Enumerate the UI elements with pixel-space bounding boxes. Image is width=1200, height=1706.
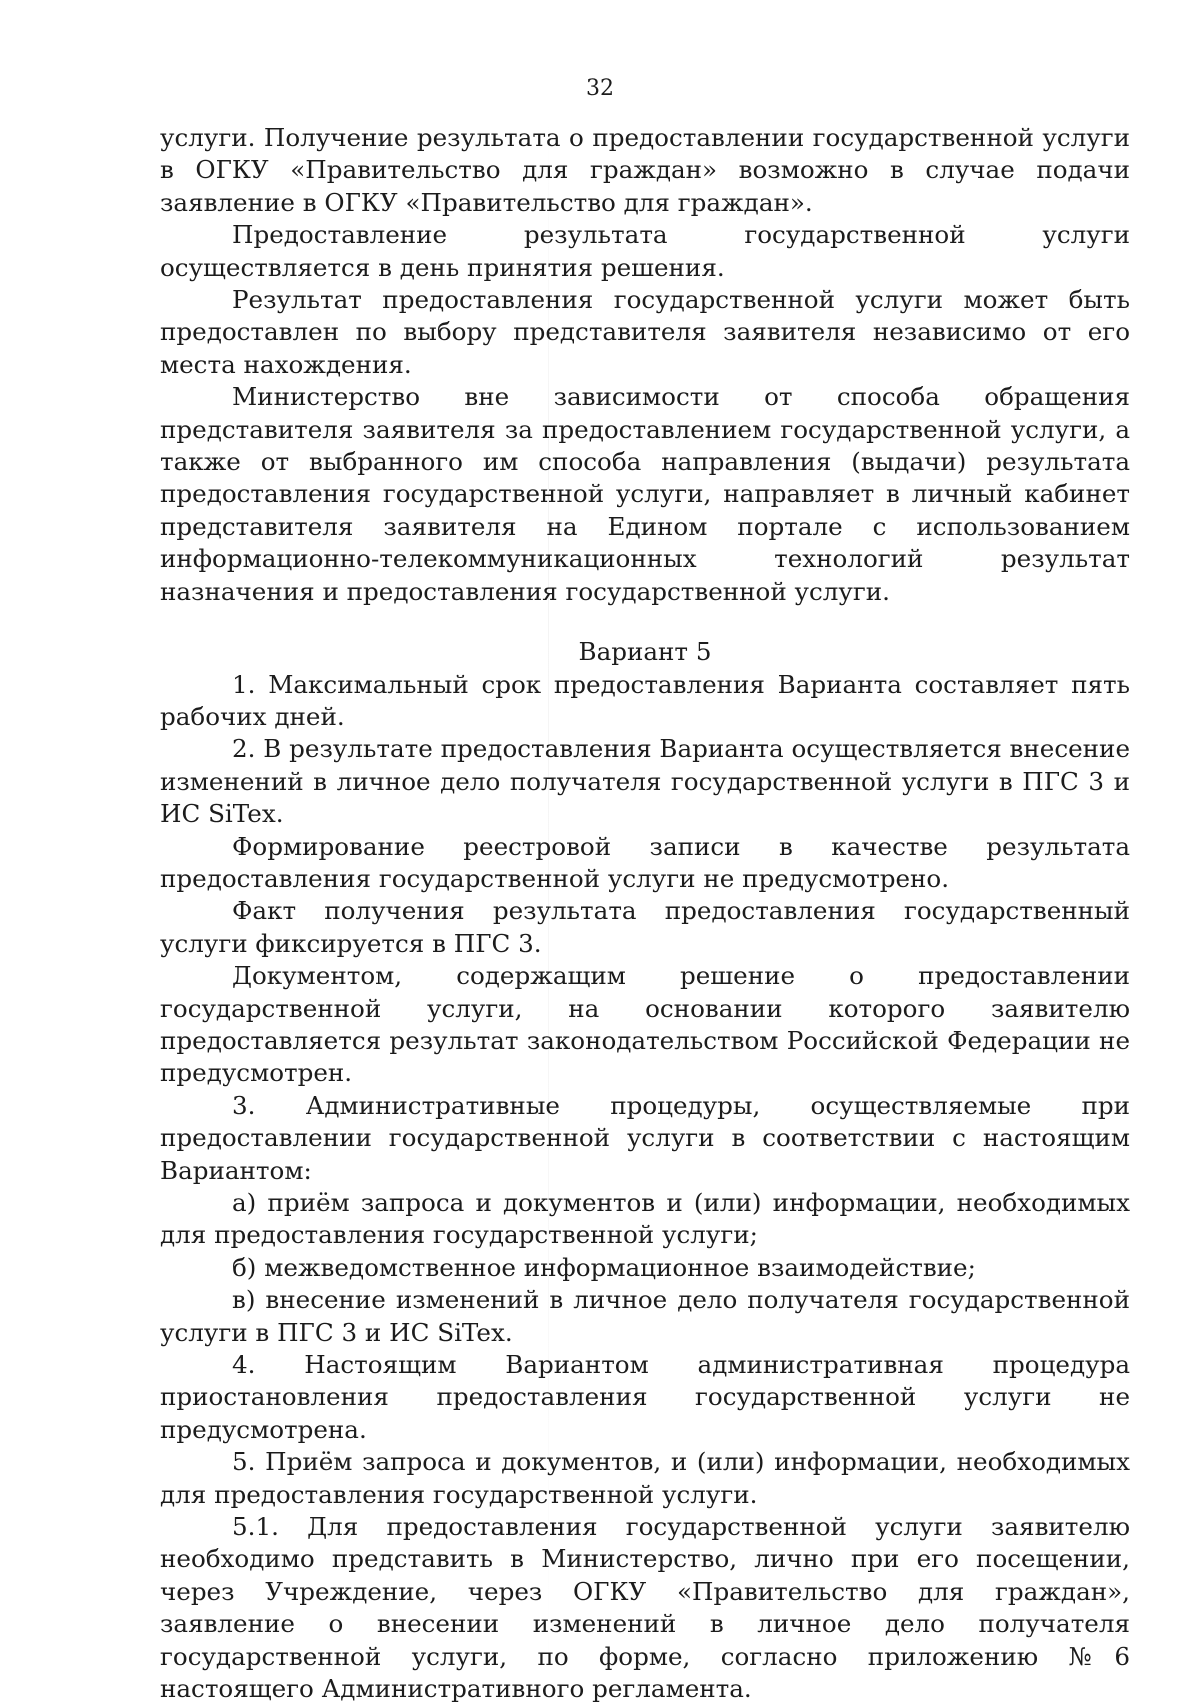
page-number: 32 <box>586 76 614 101</box>
paragraph: услуги. Получение результата о предоставлении государственной услуги в ОГКУ «Правительство для граждан» возможно в случае подачи заявление в ОГКУ «Правительство для граждан». <box>160 123 1130 217</box>
paragraph: Предоставление результата государственной услуги осуществляется в день принятия решения. <box>160 220 1130 282</box>
document-body <box>160 122 1130 1706</box>
paragraph: 5. Приём запроса и документов, и (или) информации, необходимых для предоставления государственной услуги. <box>160 1447 1130 1509</box>
paragraph: 5.1. Для предоставления государственной услуги заявителю необходимо представить в Министерство, лично при его посещении, через Учреждение, через ОГКУ «Правительство для граждан», заявление о внесении изменений в личное дело получателя государственной услуги, по форме, согласно приложению №6 настоящего Административного регламента. <box>160 1512 1130 1704</box>
paragraph: 4. Настоящим Вариантом административная процедура приостановления предоставления государственной услуги не предусмотрена. <box>160 1350 1130 1444</box>
paragraph: 2. В результате предоставления Варианта осуществляется внесение изменений в личное дело получателя государственной услуги в ПГС 3 и ИС SiTex. <box>160 734 1131 829</box>
paragraph: Результат предоставления государственной услуги может быть предоставлен по выбору представителя заявителя независимо от его места нахождения. <box>160 285 1130 379</box>
paragraph: Формирование реестровой записи в качестве результата предоставления государственной услуги не предусмотрено. <box>160 831 1130 893</box>
paragraph: Факт получения результата предоставления государственный услуги фиксируется в ПГС 3. <box>160 896 1130 958</box>
paragraph: Министерство вне зависимости от способа обращения представителя заявителя за предоставлением государственной услуги, а также от выбранного им способа направления (выдачи) результата предоставления государственной услуги, направляет в личный кабинет представителя заявителя на Едином портале с использованием информационно-телекоммуникационных технологий результат назначения и предоставления государственной услуги. <box>160 382 1130 606</box>
paragraph: 3. Административные процедуры, осуществляемые при предоставлении государственной услуги в соответствии с настоящим Вариантом: <box>160 1090 1130 1185</box>
section-heading: Вариант 5 <box>578 637 712 667</box>
list-item: а) приём запроса и документов и (или) информации, необходимых для предоставления государственной услуги; <box>160 1188 1130 1250</box>
paragraph: Документом, содержащим решение о предоставлении государственной услуги, на основании которого заявителю предоставляется результат законодательством Российской Федерации не предусмотрен. <box>160 961 1130 1088</box>
paragraph: 1. Максимальный срок предоставления Варианта составляет пять рабочих дней. <box>160 669 1130 731</box>
list-item: в) внесение изменений в личное дело получателя государственной услуги в ПГС 3 и ИС SiTex. <box>160 1285 1130 1347</box>
list-item: б) межведомственное информационное взаимодействие; <box>232 1252 976 1282</box>
